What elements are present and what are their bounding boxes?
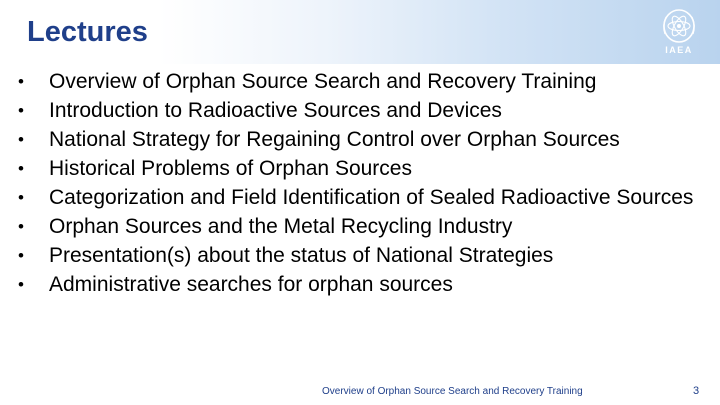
list-item-text: National Strategy for Regaining Control over Orphan Sources [49,128,620,151]
page-number: 3 [693,385,700,397]
list-item-text: Administrative searches for orphan sources [49,273,453,296]
bullet-icon: • [18,217,24,236]
list-item [18,96,708,125]
bullet-icon: • [18,130,24,149]
iaea-logo [656,8,702,58]
list-item-text: Overview of Orphan Source Search and Recovery Training [49,70,597,93]
list-item-text: Introduction to Radioactive Sources and Devices [49,99,502,122]
bullet-icon: • [18,72,24,91]
bullet-icon: • [18,246,24,265]
bullet-icon: • [18,159,24,178]
list-item [18,154,708,183]
list-item [18,212,708,241]
logo-label: IAEA [665,45,693,55]
bullet-icon: • [18,275,24,294]
list-item [18,125,708,154]
lecture-list [18,67,708,299]
list-item-text: Orphan Sources and the Metal Recycling Industry [49,215,513,238]
bullet-icon: • [18,188,24,207]
list-item [18,183,708,212]
list-item-text: Historical Problems of Orphan Sources [49,157,412,180]
list-item-text: Categorization and Field Identification of Sealed Radioactive Sources [49,186,694,209]
list-item-text: Presentation(s) about the status of National Strategies [49,244,554,267]
iaea-emblem-icon [656,8,702,46]
list-item [18,67,708,96]
list-item [18,270,708,299]
list-item [18,241,708,270]
bullet-icon: • [18,101,24,120]
slide-footer: Overview of Orphan Source Search and Recovery Training [322,386,583,397]
slide-title: Lectures [27,16,148,48]
